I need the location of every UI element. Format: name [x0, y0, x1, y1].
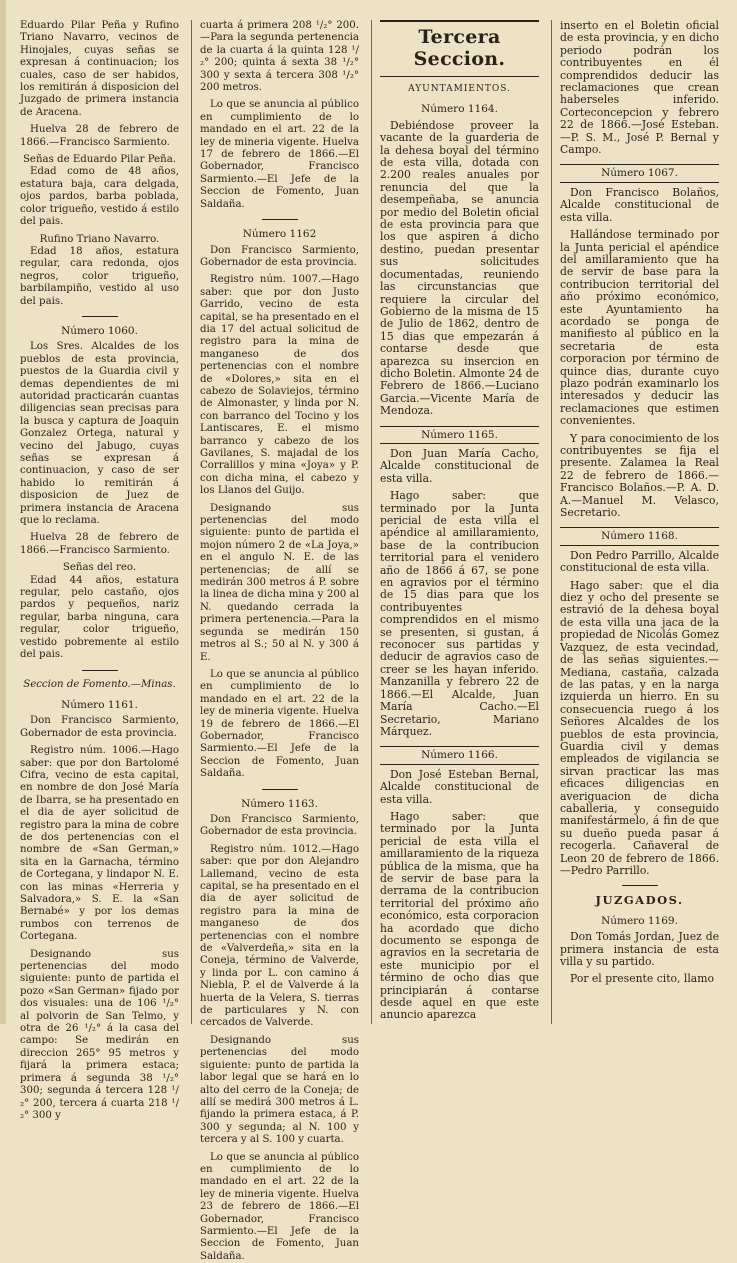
section-title-box — [380, 20, 539, 77]
paragraph: Don Tomás Jordan, Juez de primera instancia de esta villa y su partido. — [560, 930, 719, 969]
column-4 — [551, 20, 719, 1024]
notice-number: Número 1169. — [601, 914, 678, 927]
paragraph: Hago saber: que terminado por la Junta pericial de esta villa el apéndice al amillaramiento, base de la contribucion territorial para el venidero año de 1866 á 67, se pone en agravios por el término de 15 dias para que los contribuyentes comprendidos en el mismo se presenten, si gustan, á reconocer sus partidas y deducir de agravios caso de creer se les hayan inferido. Manzanilla y febrero 22 de 1866.—El Alcalde, Juan María Cacho.—El Secretario, Mariano Márquez. — [380, 489, 539, 738]
subheading: Seccion de Fomento.—Minas. — [23, 678, 176, 690]
paragraph: Don Francisco Bolaños, Alcalde constitucional de esta villa. — [560, 185, 719, 224]
paragraph: inserto en el Boletin oficial de esta provincia, y en dicho periodo podrán los contribuyentes en él comprendidos deducir las reclamaciones que crean haberseles inferido. Corteconcepcion y febrero 22 de 1866.—José Esteban.—P. S. M., José P. Bernal y Campo. — [560, 19, 719, 157]
paragraph: Y para conocimiento de los contribuyentes se fija el presente. Zalamea la Real 22 de febrero de 1866.—Francisco Bolaños.—P. A. D. A.—Manuel M. Velasco, Secretario. — [560, 431, 719, 520]
section-subheading: AYUNTAMIENTOS. — [408, 84, 511, 94]
paragraph: Don Francisco Sarmiento, Gobernador de esta provincia. — [200, 813, 359, 838]
paragraph: Lo que se anuncia al público en cumplimiento de lo mandado en el art. 22 de la ley de mineria vigente. Huelva 23 de febrero de 1866.—El Gobernador, Francisco Sarmiento.—El Jefe de la Seccion de Fomento, Juan Saldaña. — [200, 1151, 359, 1262]
separator-rule — [82, 316, 118, 317]
notice-number: Número 1162 — [242, 228, 317, 241]
notice-number: Número 1165. — [380, 426, 539, 444]
paragraph: cuarta á primera 208 ¹/₂° 200.—Para la segunda pertenencia de la cuarta á la quinta 128 ¹/₂° 200; quinta á sexta 38 ¹/₂° 300 y sexta á tercera 308 ¹/₂° 200 metros. — [200, 20, 359, 94]
notice-number: Número 1161. — [61, 698, 138, 711]
subheading: Rufino Triano Navarro. — [39, 233, 160, 245]
paragraph: Edad 18 años, estatura regular, cara redonda, ojos negros, color trigueño, barbilampiño, vestido al uso del pais. — [20, 245, 179, 307]
paragraph: Registro núm. 1006.—Hago saber: que por don Bartolomé Cifra, vecino de esta capital, en nombre de don José María de Ibarra, se ha presentado en el dia de ayer solicitud de registro para la mina de cobre de dos pertenencias con el nombre de «San German,» sita en la Garnacha, término de Cortegana, y lindapor N. E. con las minas «Herreria y Salvadora,» S. E. la «San Bernabé» y por los demas rumbos con terrenos de Cortegana. — [20, 745, 179, 943]
separator-rule — [82, 670, 118, 671]
paragraph: Don Juan María Cacho, Alcalde constitucional de esta villa. — [380, 446, 539, 485]
paragraph: Registro núm. 1012.—Hago saber: que por don Alejandro Lallemand, vecino de esta capital, se ha presentado en el dia de ayer solicitud de registro para la mina de manganeso de dos pertenencias con el nombre de «Valverdeña,» sita en la Coneja, término de Valverde, y linda por L. con camino á Niebla, P. el de Valverde á la huerta de la Velera, S. tierras de particulares y N. con cercados de Valverde. — [200, 843, 359, 1029]
paragraph: Hago saber: que terminado por la Junta pericial de esta villa el amillaramiento de la riqueza pública de la misma, que ha de servir de base para la derrama de la contribucion territorial del próximo año económico, esta corporacion ha acordado que dicho documento se esponga de agravios en la secretaria de este municipio por el término de ocho dias que principiarán á contarse desde aquel en que este anuncio aparezca — [380, 809, 539, 1022]
paragraph: Eduardo Pilar Peña y Rufino Triano Navarro, vecinos de Hinojales, cuyas señas se expresan á continuacion; los cuales, caso de ser habidos, los remitirán á disposicion del Juzgado de primera instancia de Aracena. — [20, 20, 179, 118]
notice-number: Número 1164. — [421, 103, 498, 116]
separator-rule — [622, 885, 658, 886]
paragraph: Huelva 28 de febrero de 1866.—Francisco Sarmiento. — [20, 124, 179, 148]
paragraph: Debiéndose proveer la vacante de la guarderia de la dehesa boyal del término de esta villa, dotada con 2.200 reales anuales por renuncia del que la desempeñaba, se anuncia por medio del Boletin oficial de esta provincia para que los que aspiren á dicho destino, puedan presentar sus solicitudes documentadas, reuniendo las circunstancias que requiere la circular del Gobierno de la misma de 15 de Julio de 1862, dentro de 15 dias que empezarán á contarse desde que aparezca su insercion en dicho Boletin. Almonte 24 de Febrero de 1866.—Luciano Garcia.—Vicente María de Mendoza. — [380, 118, 539, 418]
separator-rule — [262, 789, 298, 790]
notice-number: Número 1166. — [380, 746, 539, 764]
column-1 — [20, 20, 179, 1121]
paragraph: Huelva 28 de febrero de 1866.—Francisco Sarmiento. — [20, 532, 179, 556]
notice-number: Número 1168. — [560, 527, 719, 545]
paragraph: Hago saber: que el dia diez y ocho del presente se estravió de la dehesa boyal de esta villa una jaca de la propiedad de Nicolás Gomez Vazquez, de esta vecindad, de las señas siguientes.—Mediana, castaña, calzada de las patas, y en la narga izquierda un hierro. En su consecuencia ruego á los Señores Alcaldes de los pueblos de esta provincia, Guardia civil y demas empleados de vigilancia se sirvan practicar las mas eficaces diligencias en averiguacion de dicha caballeria, y conseguido manifestármelo, á fin de que su dueño pueda pasar á recogerla. Cañaveral de Leon 20 de febrero de 1866.—Pedro Parrillo. — [560, 578, 719, 877]
separator-rule — [262, 219, 298, 220]
subheading: Señas de Eduardo Pilar Peña. — [22, 154, 177, 166]
page-edge — [0, 0, 6, 1024]
paragraph: Registro núm. 1007.—Hago saber: que por don Justo Garrido, vecino de esta capital, se ha presentado en el dia 17 del actual solicitud de registro para la mina de manganeso de dos pertenencias con el nombre de «Dolores,» sita en el cabezo de Solaviejos, término de Almonaster, y linda por N. con barranco del Tocino y los Lantiscares, E. el mismo barranco y cabezo de los Gavilanes, S. majadal de los Corralillos y mina «Joya» y P. con dicha mina, el cabezo y los Llanos del Guijo. — [200, 274, 359, 497]
paragraph: Hallándose terminado por la Junta pericial el apéndice del amillaramiento que ha de servir de base para la contribucion territorial del año próximo económico, este Ayuntamiento ha acordado se ponga de manifiesto al público en la secretaria de esta corporacion por término de quince dias, durante cuyo plazo podrán examinarlo los interesados y deducir las reclamaciones que estimen convenientes. — [560, 228, 719, 428]
paragraph: Don Pedro Parrillo, Alcalde constitucional de esta villa. — [560, 548, 719, 575]
section-title: Tercera Seccion. — [413, 26, 506, 70]
juzgados-heading: JUZGADOS. — [595, 893, 684, 908]
paragraph: Don Francisco Sarmiento, Gobernador de esta provincia. — [20, 715, 179, 739]
paragraph: Edad como de 48 años, estatura baja, cara delgada, ojos pardos, barba poblada, color trigueño, vestido á estilo del pais. — [20, 166, 179, 228]
notice-number: Número 1067. — [560, 164, 719, 182]
paragraph: Lo que se anuncia al público en cumplimiento de lo mandado en el art. 22 de la ley de mineria vigente. Huelva 19 de febrero de 1866.—El Gobernador, Francisco Sarmiento.—El Jefe de la Seccion de Fomento, Juan Saldaña. — [200, 668, 359, 780]
paragraph: Los Sres. Alcaldes de los pueblos de esta provincia, puestos de la Guardia civil y demas dependientes de mi autoridad practicarán cuantas diligencias sean precisas para la busca y captura de Joaquin Gonzalez Ortega, natural y vecino del Jabugo, cuyas señas se expresan á continuacion, y caso de ser habido lo remitirán á disposicion de Juez de primera instancia de Aracena que lo reclama. — [20, 341, 179, 527]
paragraph: Designando sus pertenencias del modo siguiente: punto de partida el mojon número 2 de «La Joya,» en el angulo N. E. de las pertenencias; de allí se medirán 300 metros á P. sobre la linea de dicha mina y 200 al N. quedando cerrada la primera pertenencia.—Para la segunda se medirán 150 metros al S.; 50 al N. y 300 á E. — [200, 502, 359, 663]
paragraph: Lo que se anuncia al público en cumplimiento de lo mandado en el art. 22 de la ley de mineria vigente. Huelva 17 de febrero de 1866.—El Gobernador, Francisco Sarmiento.—El Jefe de la Seccion de Fomento, Juan Saldaña. — [200, 99, 359, 210]
column-3 — [371, 20, 539, 1024]
column-2 — [191, 20, 359, 1262]
notice-number: Número 1060. — [61, 324, 138, 337]
paragraph: Edad 44 años, estatura regular, pelo castaño, ojos pardos y pequeños, nariz regular, barba ninguna, cara regular, color trigueño, vestido pobremente al estilo del pais. — [20, 574, 179, 661]
paragraph: Designando sus pertenencias del modo siguiente: punto de partida la labor legal que se hará en lo alto del cerro de la Coneja; de allí se medirá 300 metros á L. fijando la primera estaca, á P. 300 y segunda; al N. 100 y tercera y al S. 100 y cuarta. — [200, 1034, 359, 1146]
paragraph: Designando sus pertenencias del modo siguiente: punto de partida el pozo «San German» fijado por dos visuales: una de 106 ¹/₂° al polvorin de San Telmo, y otra de 26 ¹/₂° á la casa del campo: Se medirán en direccion 265° 95 metros y fijará la primera estaca; primera á segunda 38 ¹/₂° 300; segunda á tercera 128 ¹/₂° 200, tercera á cuarta 218 ¹/₂° 300 y — [20, 948, 179, 1121]
paragraph: Don José Esteban Bernal, Alcalde constitucional de esta villa. — [380, 767, 539, 806]
notice-number: Número 1163. — [241, 797, 318, 810]
subheading: Señas del reo. — [62, 562, 137, 574]
paragraph: Don Francisco Sarmiento, Gobernador de esta provincia. — [200, 244, 359, 268]
paragraph: Por el presente cito, llamo — [570, 972, 714, 986]
